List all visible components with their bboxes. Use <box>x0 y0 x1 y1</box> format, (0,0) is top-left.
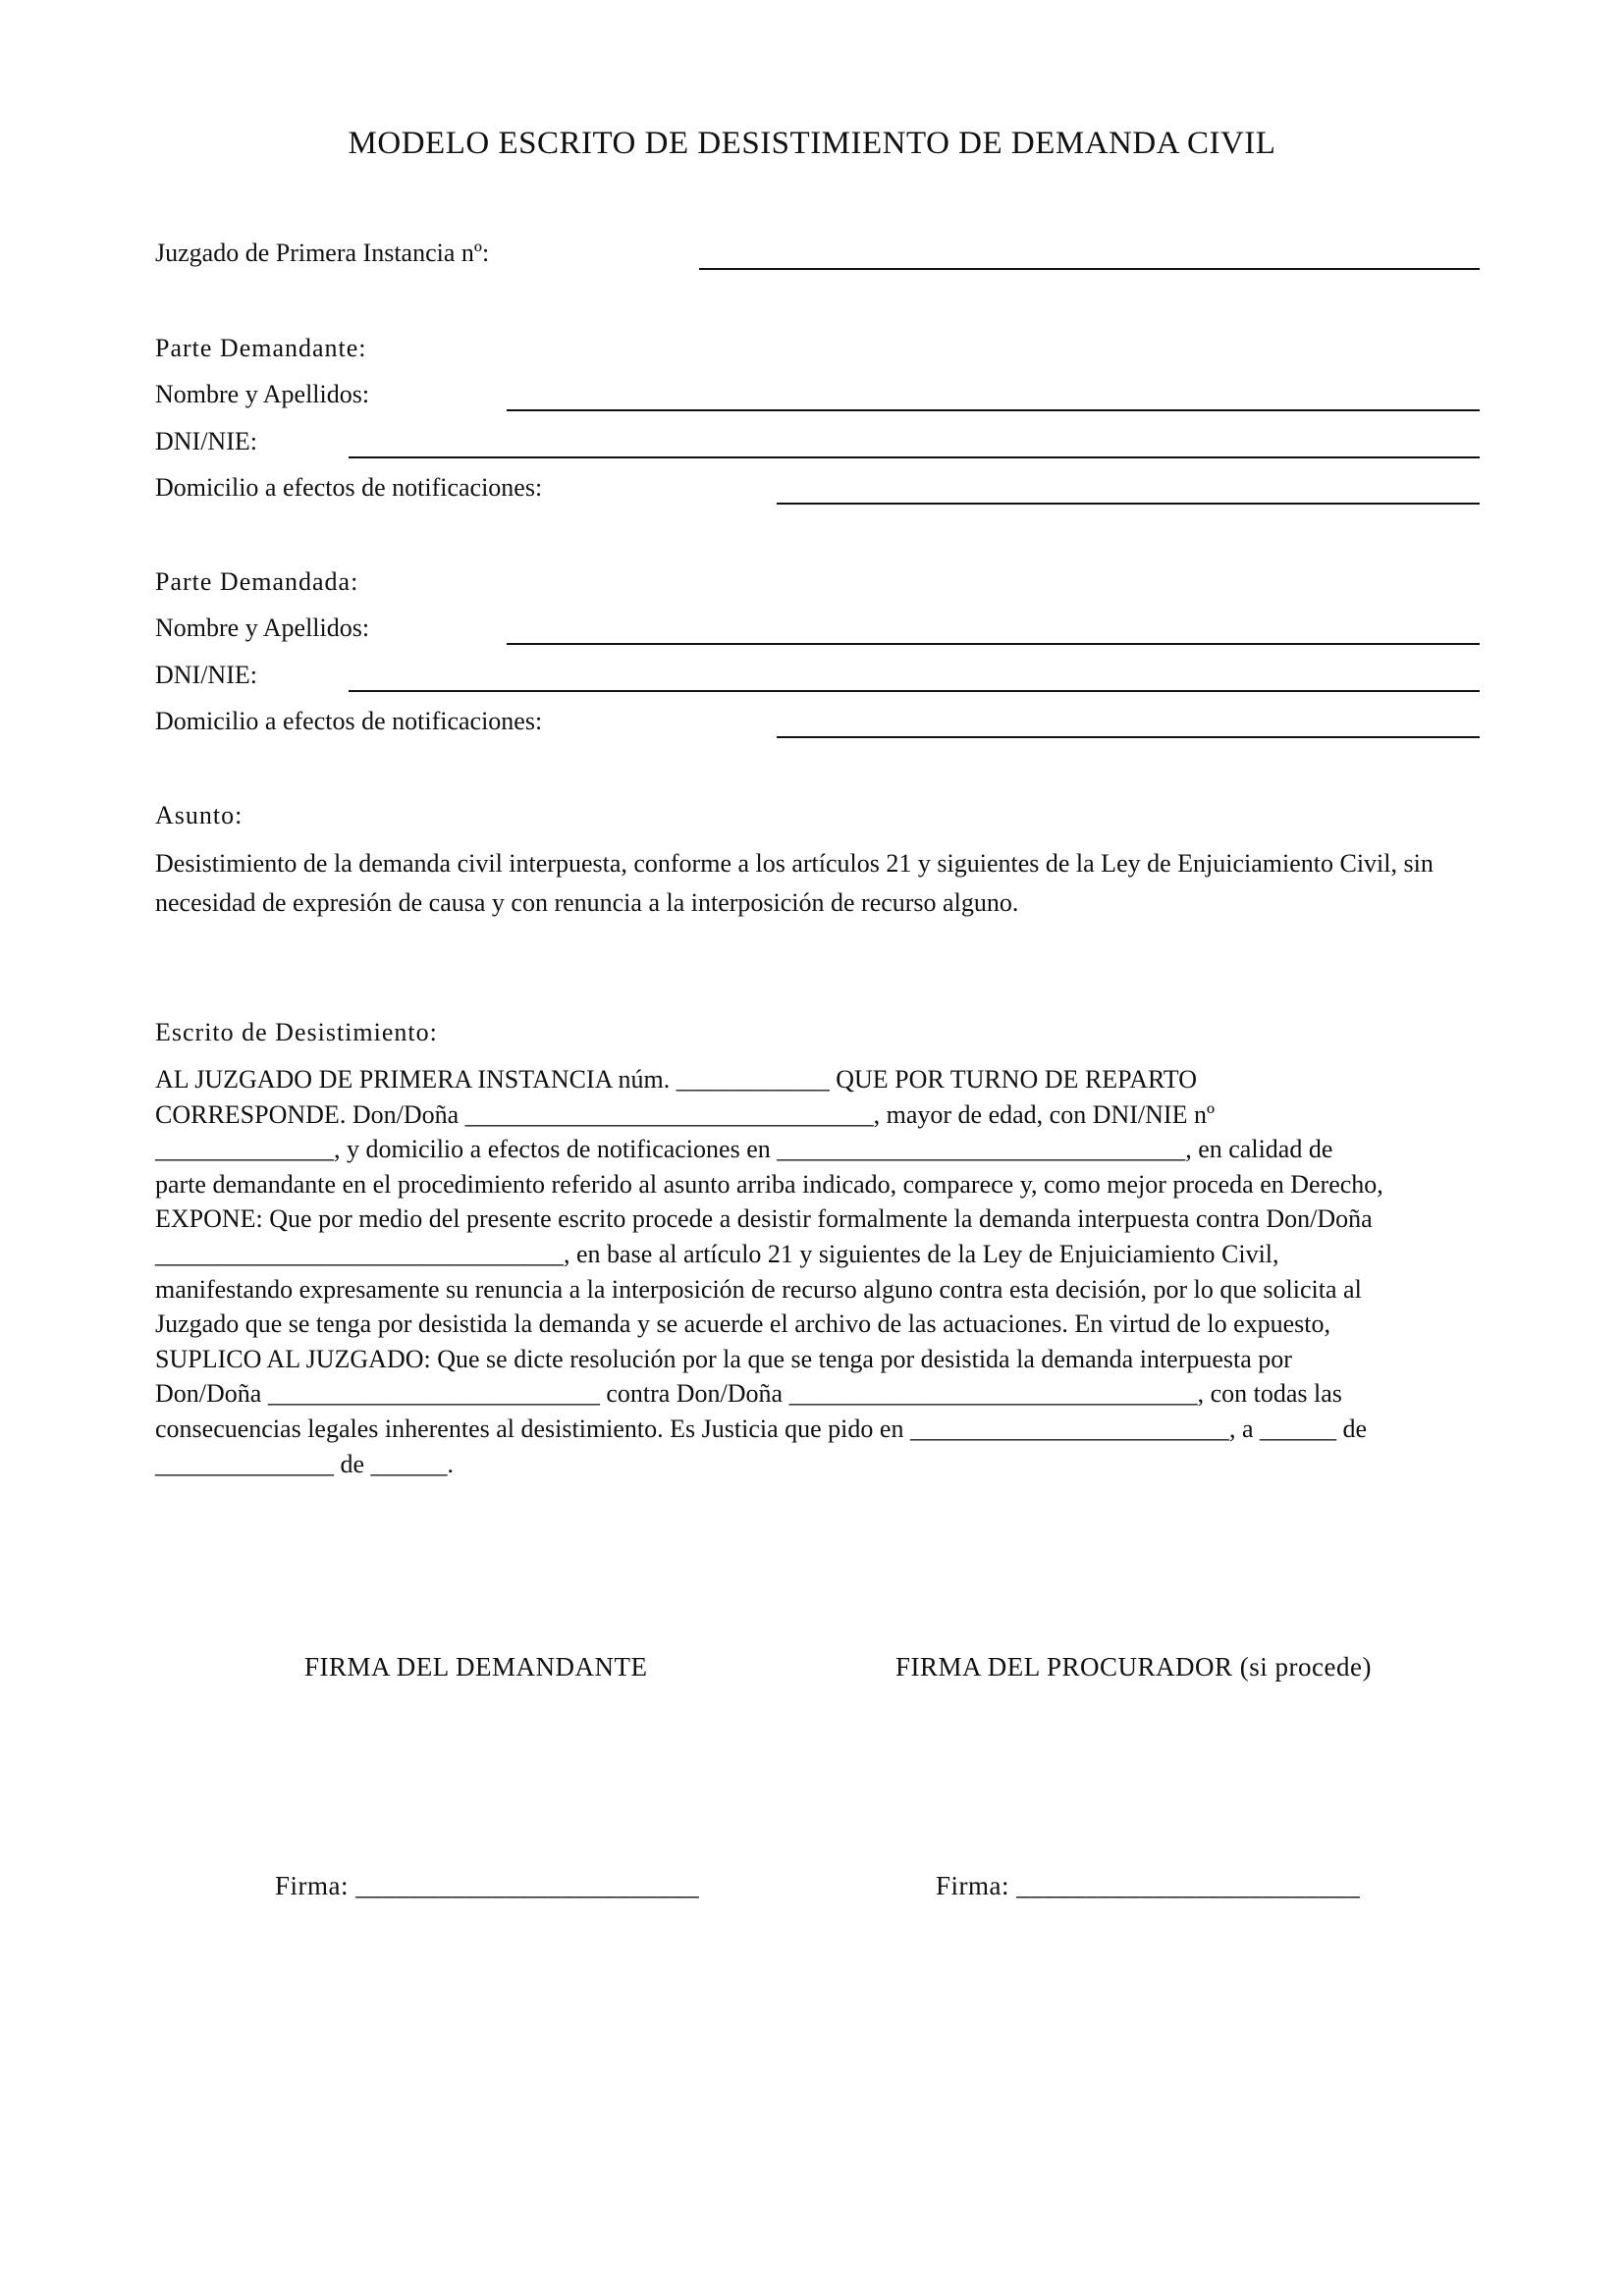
escrito-heading: Escrito de Desistimiento: <box>155 1018 438 1046</box>
escrito-line: consecuencias legales inherentes al desistimiento. Es Justicia que pido en _________________________, a ______ de <box>155 1414 1368 1443</box>
demandante-dni-label: DNI/NIE: <box>155 427 257 455</box>
firma-demandante-line[interactable]: Firma: _________________________ <box>275 1871 700 1900</box>
demandante-domicilio-label: Domicilio a efectos de notificaciones: <box>155 473 543 502</box>
escrito-line: parte demandante en el procedimiento referido al asunto arriba indicado, comparece y, como mejor proceda en Derecho, <box>155 1169 1383 1199</box>
escrito-body <box>155 1062 1492 1481</box>
demandada-heading: Parte Demandada: <box>155 567 359 596</box>
escrito-line: SUPLICO AL JUZGADO: Que se dicte resolución por la que se tenga por desistida la demanda interpuesta por <box>155 1344 1292 1373</box>
escrito-line: ________________________________, en base al artículo 21 y siguientes de la Ley de Enjuiciamiento Civil, <box>155 1239 1279 1268</box>
firma-procurador-line[interactable]: Firma: _________________________ <box>936 1871 1361 1900</box>
demandada-dni-label: DNI/NIE: <box>155 661 257 689</box>
firma-procurador-heading: FIRMA DEL PROCURADOR (si procede) <box>895 1652 1372 1682</box>
demandante-domicilio-field[interactable] <box>777 503 1480 505</box>
escrito-line: ______________ de ______. <box>155 1449 455 1478</box>
demandada-domicilio-label: Domicilio a efectos de notificaciones: <box>155 707 543 735</box>
demandante-heading: Parte Demandante: <box>155 334 367 362</box>
juzgado-label: Juzgado de Primera Instancia nº: <box>155 239 490 267</box>
escrito-line: EXPONE: Que por medio del presente escrito procede a desistir formalmente la demanda interpuesta contra Don/Doña <box>155 1204 1373 1234</box>
escrito-line: Don/Doña __________________________ contra Don/Doña ________________________________, con todas las <box>155 1379 1342 1409</box>
document-title: MODELO ESCRITO DE DESISTIMIENTO DE DEMANDA CIVIL <box>348 126 1276 161</box>
demandante-dni-field[interactable] <box>349 456 1480 458</box>
demandada-nombre-field[interactable] <box>507 643 1480 645</box>
demandante-nombre-label: Nombre y Apellidos: <box>155 380 370 408</box>
escrito-line: manifestando expresamente su renuncia a la interposición de recurso alguno contra esta decisión, por lo que solicita al <box>155 1274 1362 1304</box>
demandante-nombre-field[interactable] <box>507 409 1480 411</box>
demandada-nombre-label: Nombre y Apellidos: <box>155 614 370 642</box>
asunto-heading: Asunto: <box>155 801 244 829</box>
demandada-dni-field[interactable] <box>349 690 1480 692</box>
escrito-line: ______________, y domicilio a efectos de notificaciones en ________________________________, en calidad de <box>155 1135 1333 1164</box>
escrito-line: AL JUZGADO DE PRIMERA INSTANCIA núm. ____________ QUE POR TURNO DE REPARTO <box>155 1065 1197 1094</box>
demandada-domicilio-field[interactable] <box>777 736 1480 738</box>
juzgado-field-line[interactable] <box>699 268 1480 270</box>
firma-demandante-heading: FIRMA DEL DEMANDANTE <box>304 1652 648 1682</box>
escrito-line: CORRESPONDE. Don/Doña ________________________________, mayor de edad, con DNI/NIE nº <box>155 1099 1216 1129</box>
asunto-text: Desistimiento de la demanda civil interpuesta, conforme a los artículos 21 y siguientes de la Ley de Enjuiciamiento Civil, sin necesidad de expresión de causa y con renuncia a la interposición de recurso alguno. <box>155 849 1434 917</box>
escrito-line: Juzgado que se tenga por desistida la demanda y se acuerde el archivo de las actuaciones. En virtud de lo expuesto, <box>155 1309 1331 1339</box>
